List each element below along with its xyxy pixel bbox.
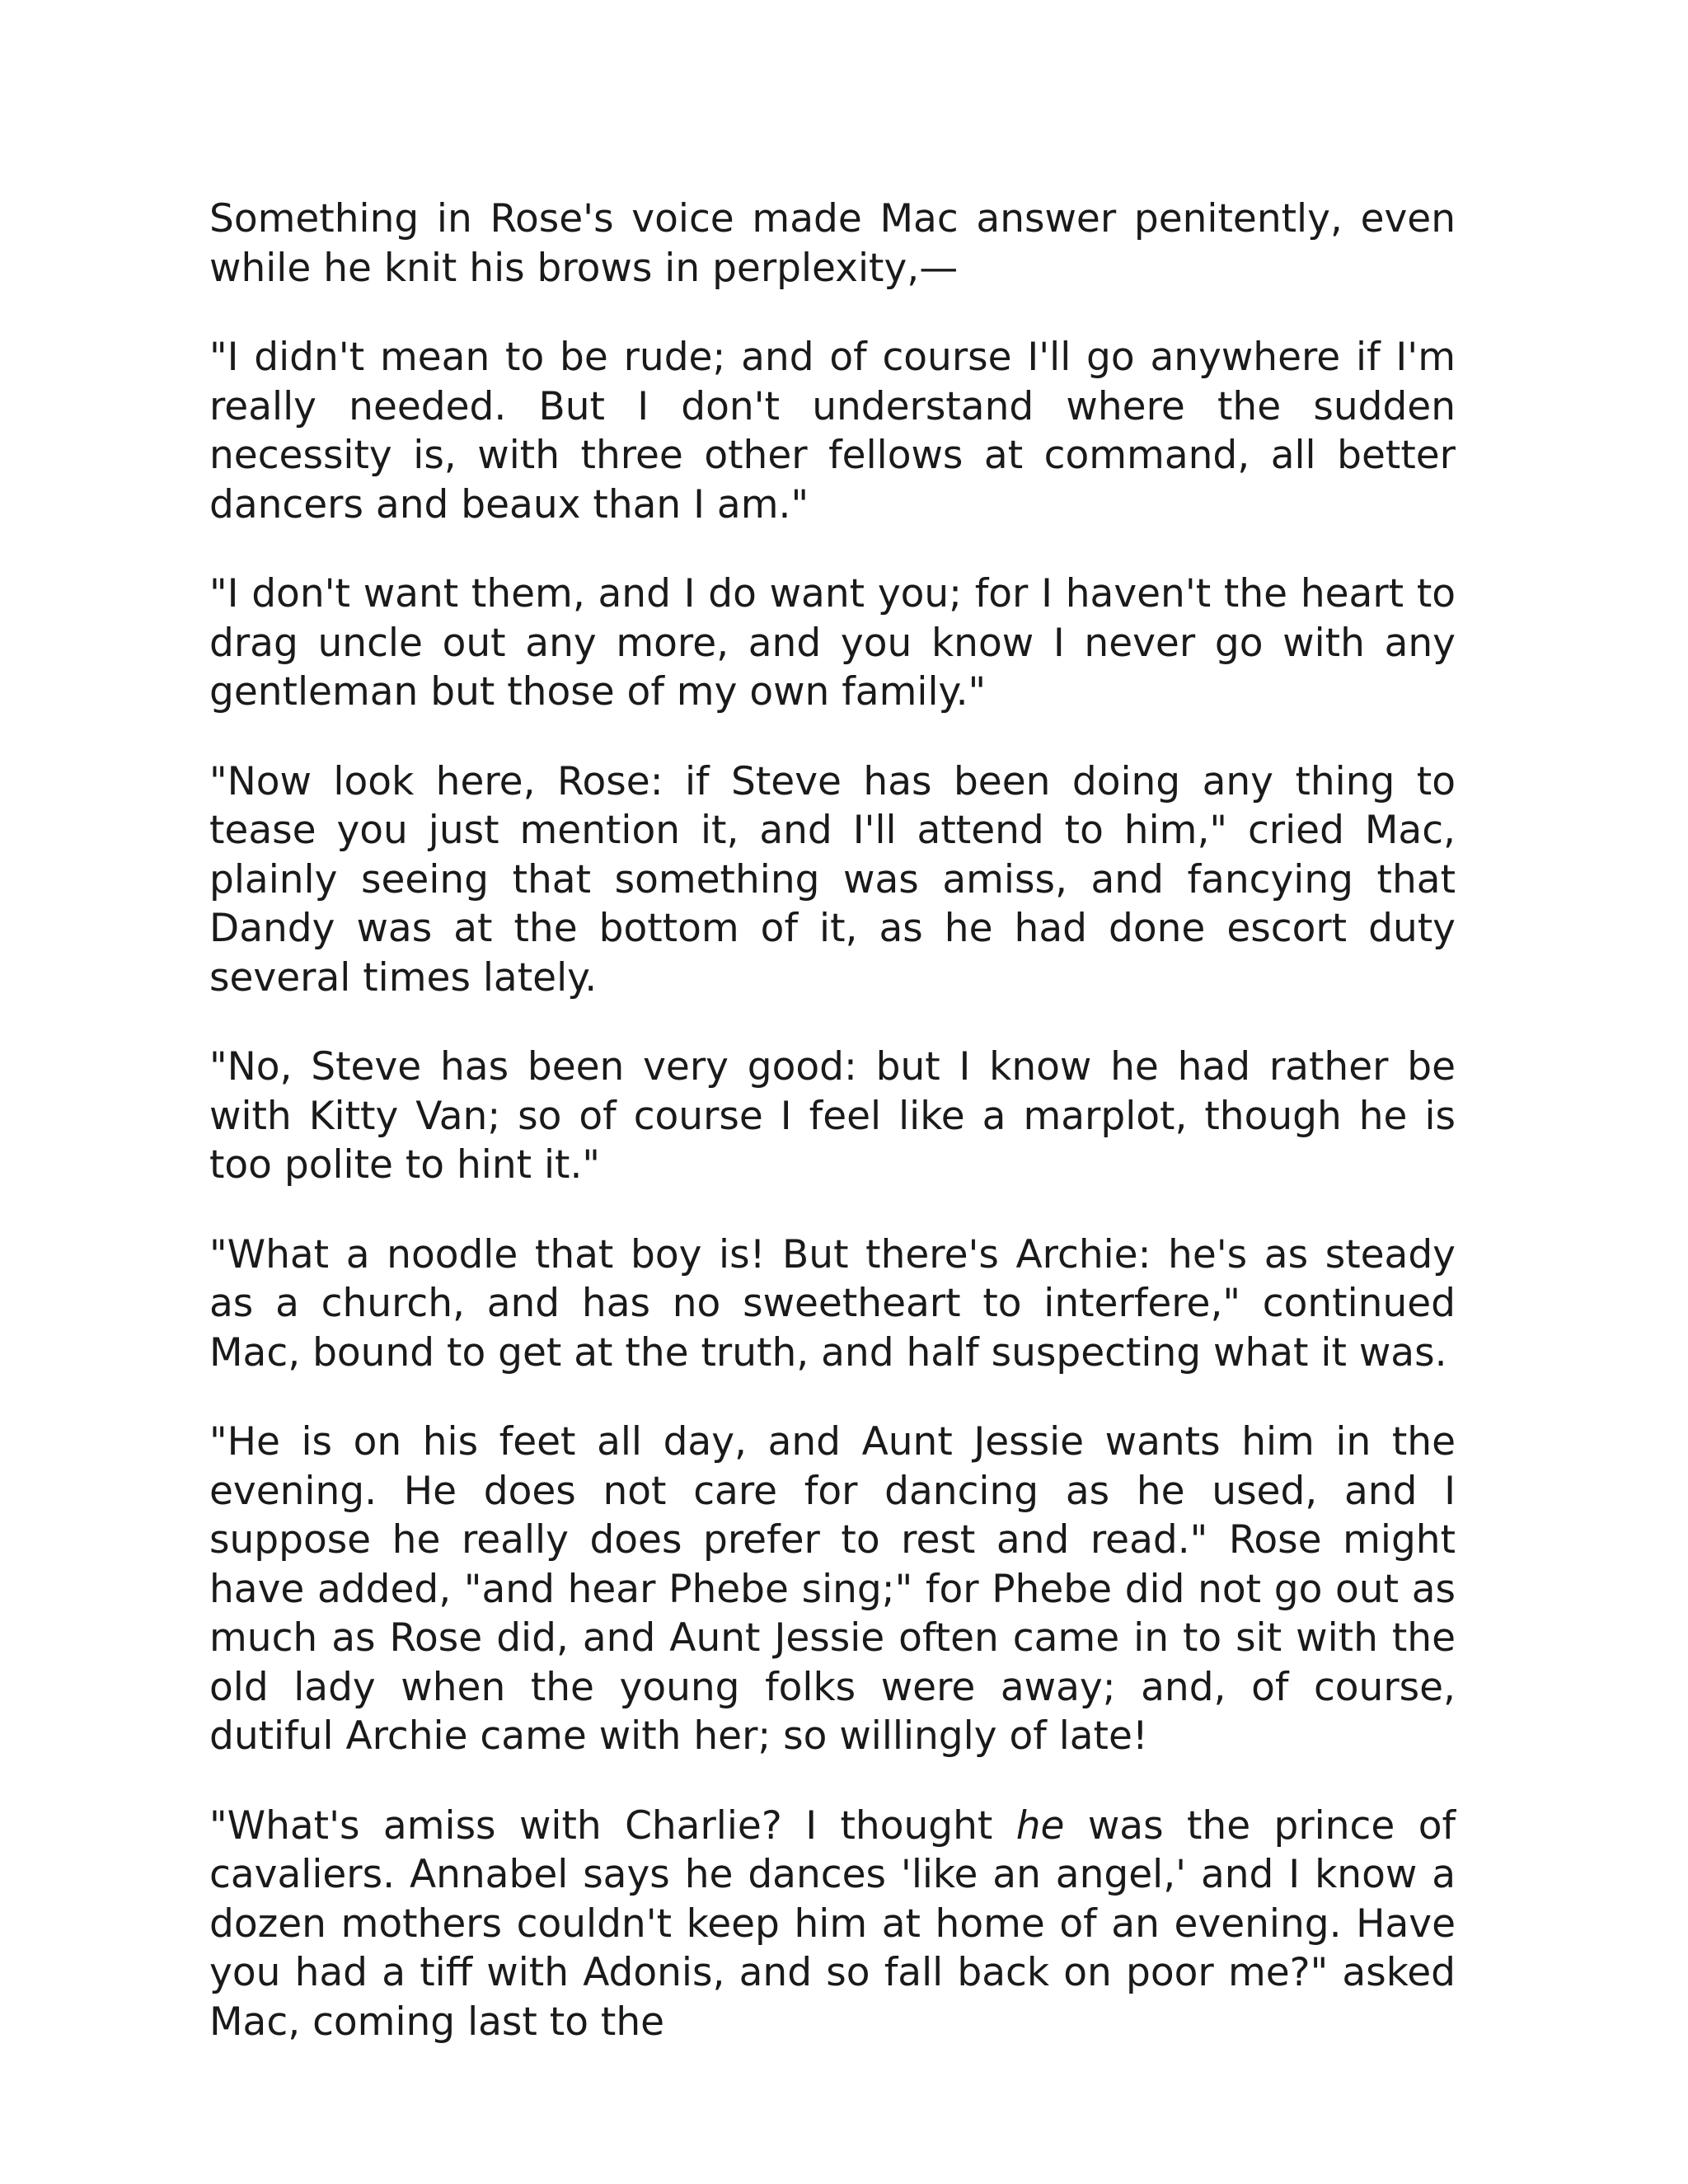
paragraph-3: "I don't want them, and I do want you; for I haven't the heart to drag uncle out any more, and you know I never go with any gentleman but those of my own family." <box>209 571 1456 715</box>
paragraph-8 <box>209 1802 1456 2047</box>
paragraph-4: "Now look here, Rose: if Steve has been doing any thing to tease you just mention it, and I'll attend to him," cried Mac, plainly seeing that something was amiss, and fancying that Dandy was at the bottom of it, as he had done escort duty several times lately. <box>209 758 1456 1001</box>
paragraph-8-after: was the prince of cavaliers. Annabel says he dances 'like an angel,' and I know a dozen mothers couldn't keep him at home of an evening. Have you had a tiff with Adonis, and so fall back on poor me?" asked Mac, coming last to the <box>209 1802 1456 2045</box>
paragraph-2: "I didn't mean to be rude; and of course I'll go anywhere if I'm really needed. But I don't understand where the sudden necessity is, with three other fellows at command, all better dancers and beaux than I am." <box>209 335 1456 527</box>
paragraph-8-emphasis: he <box>1015 1802 1065 1849</box>
body-text <box>209 194 1456 2046</box>
paragraph-6: "What a noodle that boy is! But there's Archie: he's as steady as a church, and has no sweetheart to interfere," continued Mac, bound to get at the truth, and half suspecting what it was. <box>209 1231 1456 1376</box>
paragraph-7: "He is on his feet all day, and Aunt Jessie wants him in the evening. He does not care for dancing as he used, and I suppose he really does prefer to rest and read." Rose might have added, "and hear Phebe sing;" for Phebe did not go out as much as Rose did, and Aunt Jessie often came in to sit with the old lady when the young folks were away; and, of course, dutiful Archie came with her; so willingly of late! <box>209 1419 1456 1759</box>
paragraph-5: "No, Steve has been very good: but I know he had rather be with Kitty Van; so of course I feel like a marplot, though he is too polite to hint it." <box>209 1044 1456 1188</box>
paragraph-1: Something in Rose's voice made Mac answer penitently, even while he knit his brows in perplexity,— <box>209 196 1456 291</box>
paragraph-8-before: "What's amiss with Charlie? I thought <box>209 1802 1016 1849</box>
